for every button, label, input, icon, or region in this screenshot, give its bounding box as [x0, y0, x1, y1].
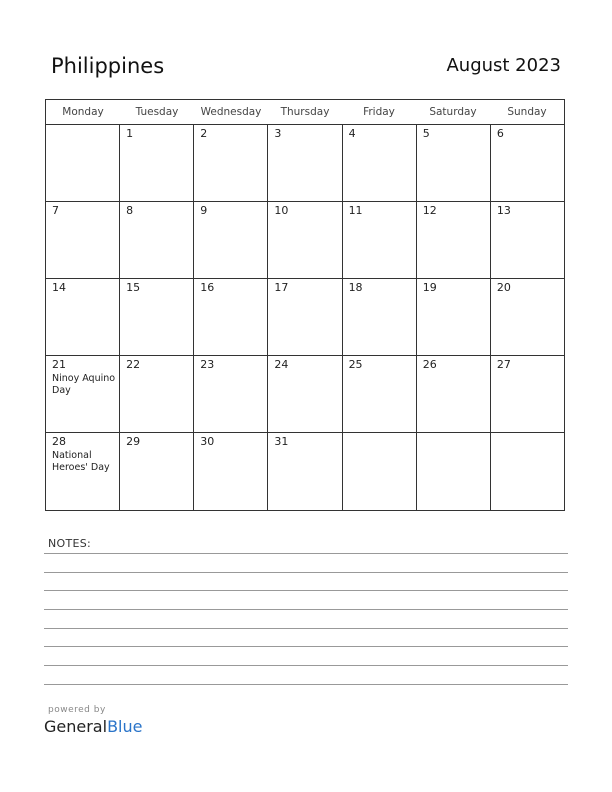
day-cell: [194, 279, 268, 355]
day-number: 22: [126, 358, 141, 371]
day-cell: [268, 202, 342, 278]
day-cell: [46, 356, 120, 432]
weekday-thursday: Thursday: [280, 106, 330, 118]
brand-logo: [44, 717, 142, 736]
note-line: [44, 609, 568, 610]
day-cell: [46, 125, 120, 201]
day-number: 19: [422, 281, 437, 294]
day-number: 14: [52, 281, 66, 294]
day-cell: [194, 356, 268, 432]
day-number: 9: [200, 204, 208, 217]
day-cell: [194, 125, 268, 201]
day-number: 3: [274, 127, 282, 140]
weekday-tuesday: Tuesday: [135, 106, 179, 118]
note-line: [44, 665, 568, 666]
day-number: 7: [52, 204, 59, 217]
day-number: 16: [200, 281, 215, 294]
day-number: 26: [422, 358, 437, 371]
day-cell: [46, 279, 120, 355]
day-cell: [120, 279, 194, 355]
note-line: [44, 684, 568, 685]
day-cell: [343, 356, 417, 432]
weekday-friday: Friday: [363, 106, 395, 118]
weekday-monday: Monday: [62, 106, 104, 118]
week-row: [46, 433, 564, 510]
day-number: 29: [126, 435, 141, 448]
day-cell: [268, 125, 342, 201]
day-number: 21: [52, 358, 66, 371]
day-cell: [491, 356, 564, 432]
day-number: 27: [496, 358, 511, 371]
day-number: 30: [200, 435, 215, 448]
day-number: 6: [496, 127, 504, 140]
day-number: 28: [52, 435, 66, 448]
day-cell: [491, 279, 564, 355]
day-cell: [491, 202, 564, 278]
weekday-wednesday: Wednesday: [200, 106, 262, 118]
brand-name-general: General: [44, 717, 108, 736]
day-number: 8: [126, 204, 134, 217]
day-number: 18: [348, 281, 363, 294]
day-number: 10: [274, 204, 289, 217]
day-number: 2: [200, 127, 208, 140]
day-number: 5: [422, 127, 430, 140]
day-cell: [268, 433, 342, 510]
day-cell: [268, 356, 342, 432]
holiday-label: National Heroes' Day: [52, 450, 110, 473]
holiday-label: Ninoy Aquino Day: [52, 373, 116, 396]
week-row: [46, 356, 564, 433]
day-cell: [343, 125, 417, 201]
day-number: 1: [126, 127, 134, 140]
day-cell: [491, 125, 564, 201]
day-number: 4: [348, 127, 356, 140]
day-cell: [46, 433, 120, 510]
day-cell: [417, 433, 491, 510]
day-cell: [268, 279, 342, 355]
day-cell: [46, 202, 120, 278]
day-cell: [194, 202, 268, 278]
day-number: 15: [126, 281, 141, 294]
day-cell: [120, 202, 194, 278]
day-cell: [343, 433, 417, 510]
day-number: 24: [274, 358, 289, 371]
day-cell: [120, 356, 194, 432]
note-line: [44, 628, 568, 629]
day-number: 12: [422, 204, 437, 217]
day-cell: [120, 125, 194, 201]
notes-label: NOTES:: [48, 537, 92, 550]
day-number: 25: [348, 358, 363, 371]
note-line: [44, 553, 568, 554]
note-line: [44, 590, 568, 591]
day-cell: [417, 356, 491, 432]
day-cell: [417, 279, 491, 355]
day-number: 23: [200, 358, 215, 371]
day-cell: [417, 125, 491, 201]
month-year-title: August 2023: [446, 55, 561, 76]
day-cell: [343, 202, 417, 278]
calendar-grid: [45, 99, 565, 511]
day-number: 13: [496, 204, 511, 217]
day-number: 20: [496, 281, 511, 294]
day-number: 11: [348, 204, 363, 217]
week-row: [46, 202, 564, 279]
note-line: [44, 646, 568, 647]
day-cell: [417, 202, 491, 278]
weekday-header-row: [46, 100, 564, 125]
country-title: Philippines: [51, 54, 165, 78]
note-line: [44, 572, 568, 573]
powered-by-text: powered by: [48, 705, 106, 715]
day-cell: [491, 433, 564, 510]
day-cell: [343, 279, 417, 355]
day-number: 31: [274, 435, 289, 448]
week-row: [46, 279, 564, 356]
brand-name-blue: Blue: [107, 717, 143, 736]
day-cell: [120, 433, 194, 510]
day-cell: [194, 433, 268, 510]
weekday-sunday: Sunday: [507, 106, 547, 118]
weekday-saturday: Saturday: [429, 106, 477, 118]
day-number: 17: [274, 281, 289, 294]
week-row: [46, 125, 564, 202]
